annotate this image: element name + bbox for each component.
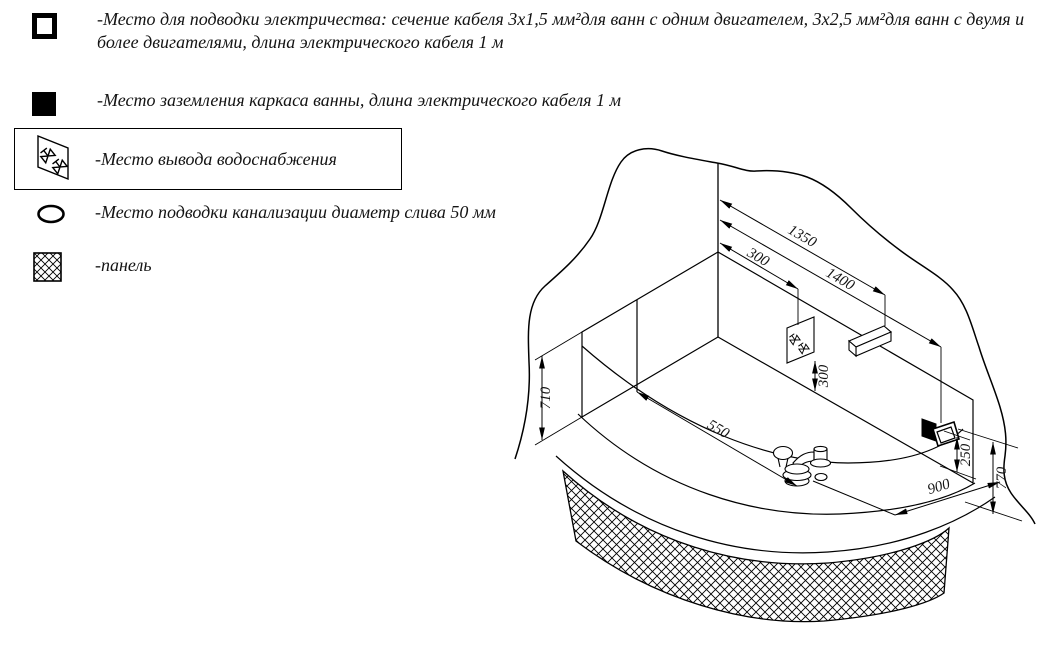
sewer-point-mark xyxy=(815,474,827,481)
dim-line-1350 xyxy=(720,200,885,295)
electric-outlet-mark xyxy=(933,422,959,446)
bath-rim-inner-curve xyxy=(582,346,963,463)
drain-assembly xyxy=(774,446,831,486)
dim-line-1400 xyxy=(720,220,941,347)
legend-label-panel: -панель xyxy=(95,255,152,275)
water-supply-panel xyxy=(787,317,814,363)
dim-label-900: 900 xyxy=(925,476,952,499)
dim-label-550: 550 xyxy=(704,416,732,443)
left-wall-plane xyxy=(582,252,718,417)
legend-label-grounding: -Место заземления каркаса ванны, длина электрического кабеля 1 м xyxy=(97,90,622,110)
dim-label-1400: 1400 xyxy=(823,265,857,294)
dim-line-550 xyxy=(637,392,797,486)
bath-rim-outer-curve xyxy=(578,414,975,514)
shelf-block xyxy=(849,326,891,356)
dim-label-300-height: 300 xyxy=(816,364,832,388)
dim-label-300-wall: 300 xyxy=(744,244,772,271)
dim-label-770: 770 xyxy=(994,466,1010,490)
dim-label-250: 250 xyxy=(958,443,974,467)
sewer-leader-line xyxy=(813,481,895,515)
dim-label-1350: 1350 xyxy=(785,222,819,251)
front-panel-hatched xyxy=(563,471,949,622)
dim-label-710: 710 xyxy=(538,386,554,410)
legend-label-electric: -Место для подводки электричества: сечение кабеля 3х1,5 мм²для ванн с одним двигателем, 3х2,5 мм²для ванн с двумя и более двигателями, длина электрического кабеля 1 м xyxy=(97,9,1025,52)
legend-label-sewer: -Место подводки канализации диаметр слива 50 мм xyxy=(95,202,496,222)
legend-label-water-supply: -Место вывода водоснабжения xyxy=(95,149,337,169)
dimension-lines xyxy=(542,200,1000,515)
